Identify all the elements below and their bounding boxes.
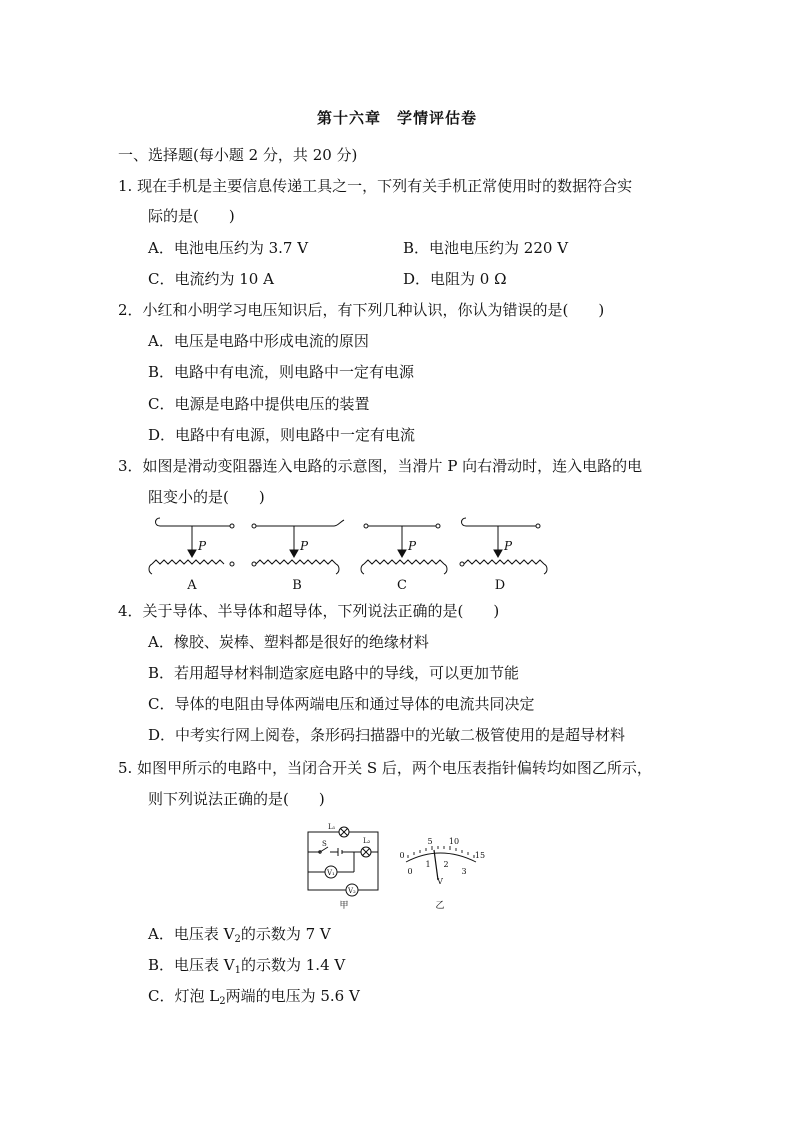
slider-label-a: P [198, 539, 207, 553]
meter-top-scale-10: 10 [448, 837, 460, 846]
label-switch-s: S [322, 840, 327, 848]
label-l1: L₁ [328, 823, 336, 831]
slider-label-c: P [408, 539, 417, 553]
circuit-diagram-jia [300, 820, 390, 912]
q2-option-c: C．电源是电路中提供电压的装置 [148, 395, 370, 413]
figure-label-yi: 乙 [435, 901, 445, 911]
q5-stem-line2: 则下列说法正确的是( ) [148, 790, 325, 808]
q2-option-d: D．电路中有电源，则电路中一定有电流 [148, 426, 416, 444]
meter-top-scale-15: 15 [474, 851, 486, 860]
q1-option-a: A．电池电压约为 3.7 V [148, 239, 309, 257]
voltmeter-dial-yi [394, 832, 490, 912]
q5-option-b: B．电压表 $V_1$的示数为 1.4 V [148, 956, 346, 976]
q1-stem-line2: 际的是( ) [148, 207, 235, 225]
label-v1: V₁ [327, 869, 335, 877]
meter-unit: V [437, 877, 443, 886]
meter-bottom-scale-1: 1 [425, 860, 431, 869]
meter-bottom-scale-2: 2 [443, 860, 449, 869]
meter-bottom-scale-3: 3 [461, 867, 467, 876]
q3-stem-line1: 3．如图是滑动变阻器连入电路的示意图，当滑片 P 向右滑动时，连入电路的电 [118, 457, 643, 475]
slider-label-d: P [504, 539, 513, 553]
q4-option-b: B．若用超导材料制造家庭电路中的导线，可以更加节能 [148, 664, 520, 682]
q5-option-c: C．灯泡 $L_2$两端的电压为 5.6 V [148, 987, 360, 1007]
figure-label-a: A [187, 578, 197, 593]
label-l2: L₂ [363, 837, 371, 845]
figure-label-d: D [494, 578, 506, 593]
q1-option-d: D．电阻为 0 Ω [403, 270, 507, 288]
q5-option-a: A．电压表 $V_2$的示数为 7 V [148, 925, 331, 945]
rheostat-figure-c [361, 524, 447, 574]
q2-option-a: A．电压是电路中形成电流的原因 [148, 332, 369, 350]
meter-bottom-scale-0: 0 [407, 867, 413, 876]
slider-label-b: P [300, 539, 309, 553]
meter-top-scale-0: 0 [399, 851, 405, 860]
meter-top-scale-5: 5 [427, 837, 433, 846]
q4-option-a: A．橡胶、炭棒、塑料都是很好的绝缘材料 [148, 633, 429, 651]
q1-stem-line1: 1. 现在手机是主要信息传递工具之一，下列有关手机正常使用时的数据符合实 [118, 177, 633, 195]
q2-stem: 2．小红和小明学习电压知识后，有下列几种认识，你认为错误的是( ) [118, 301, 605, 319]
label-v2: V₂ [348, 887, 356, 895]
q5-stem-line1: 5. 如图甲所示的电路中，当闭合开关 S 后，两个电压表指针偏转均如图乙所示， [118, 759, 652, 777]
page-title: 第十六章 学情评估卷 [316, 109, 477, 127]
q4-stem: 4．关于导体、半导体和超导体，下列说法正确的是( ) [118, 602, 500, 620]
figure-label-c: C [397, 578, 407, 593]
rheostat-figure-b [252, 520, 344, 574]
q4-option-d: D．中考实行网上阅卷，条形码扫描器中的光敏二极管使用的是超导材料 [148, 726, 626, 744]
figure-label-b: B [292, 578, 302, 593]
q1-option-c: C．电流约为 10 A [148, 270, 274, 288]
rheostat-figures [140, 512, 550, 594]
q1-option-b: B．电池电压约为 220 V [403, 239, 569, 257]
q4-option-c: C．导体的电阻由导体两端电压和通过导体的电流共同决定 [148, 695, 535, 713]
q3-stem-line2: 阻变小的是( ) [148, 488, 265, 506]
figure-label-jia: 甲 [339, 901, 349, 911]
q2-option-b: B．电路中有电流，则电路中一定有电源 [148, 363, 415, 381]
section-heading: 一、选择题(每小题 2 分，共 20 分) [118, 146, 358, 164]
rheostat-figure-a [149, 518, 234, 574]
